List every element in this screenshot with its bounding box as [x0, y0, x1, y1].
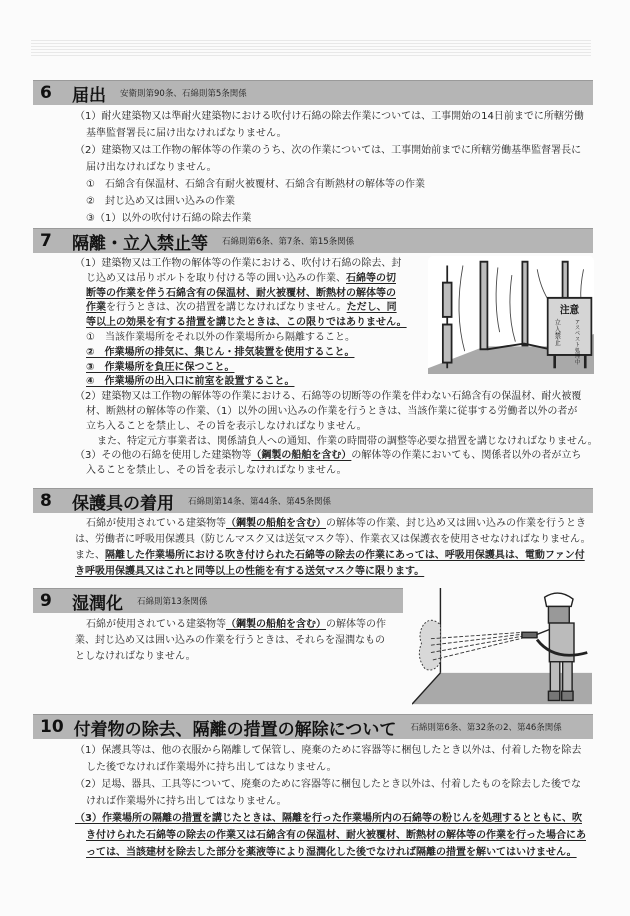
text-line: [86, 272, 396, 286]
wetting-worker-illustration: [412, 588, 592, 706]
text-segment: ③（1）以外の吹付け石綿の除去作業: [86, 213, 252, 224]
text-segment: また、特定元方事業者は、関係請負人への通知、作業の時間帯の調整等必要な措置を講じなければなりません。: [97, 435, 598, 447]
emphasized-text: 等以上の効果を有する措置を講じたときは、この限りではありません。: [86, 317, 407, 329]
section-title: 湿潤化: [72, 593, 123, 614]
text-segment: じ込め又は吊りボルトを取り付ける等の囲い込みの作業、: [86, 272, 346, 284]
section-title: 届出: [72, 85, 106, 106]
text-line: [86, 161, 217, 175]
sign-line: アスベスト処理中: [573, 318, 580, 365]
text-line: [86, 195, 235, 209]
section-number: 6: [40, 83, 52, 103]
text-line: [86, 517, 586, 531]
text-segment: ければ作業場外に持ち出してはなりません。: [86, 796, 287, 807]
text-line: [86, 405, 577, 419]
emphasized-text: （鋼製の船舶を含む）: [226, 518, 326, 529]
top-banner-decoration: [31, 38, 591, 58]
text-line: [86, 795, 287, 809]
emphasized-text: 石綿等の切: [346, 272, 396, 284]
text-line: [75, 634, 385, 648]
text-line: [86, 361, 234, 375]
text-segment: 石綿が使用されている建築物等: [86, 518, 226, 529]
section-title: 保護具の着用: [72, 493, 174, 514]
text-segment: （1）耐火建築物又は準耐火建築物における吹付け石綿の除去作業については、工事開始の14日前までに所轄労働: [75, 111, 584, 122]
text-line: [86, 178, 425, 192]
sign-title: 注意: [559, 304, 580, 317]
isolation-area-illustration: [428, 256, 594, 374]
text-line: [86, 287, 396, 301]
text-line: [75, 812, 582, 826]
section-reference: 石綿則第6条、第7条、第15条関係: [222, 237, 355, 247]
emphasized-text: 隔離した作業場所における吹き付けられた石綿等の除去の作業にあっては、呼吸用保護具は、電動ファン付: [105, 550, 585, 561]
emphasized-text: ④ 作業場所の出入口に前室を設置すること。: [86, 376, 295, 388]
text-segment: （1）保護具等は、他の衣服から隔離して保管し、廃棄のために容器等に梱包したとき以外は、付着した物を除去: [75, 745, 582, 756]
text-segment: 材、断熱材の解体等の作業、（1）以外の囲い込みの作業を行うときは、当該作業に従事する労働者以外の者が: [86, 406, 578, 417]
text-line: [75, 390, 581, 404]
section-reference: 安衛則第90条、石綿則第5条関係: [120, 89, 247, 99]
emphasized-text: ③ 作業場所を負圧に保つこと。: [86, 361, 235, 373]
text-line: [86, 846, 577, 860]
section-number: 8: [40, 491, 52, 511]
text-line: [86, 464, 347, 478]
section-number: 9: [40, 591, 52, 611]
text-segment: した後でなければ作業場外に持ち出してはなりません。: [86, 762, 337, 773]
text-line: [86, 212, 251, 226]
section-title: 隔離・立入禁止等: [72, 233, 208, 254]
emphasized-text: き付けられた石綿等の除去の作業又は石綿含有の保温材、耐火被覆材、断熱材の解体等の作業を行った場合にあ: [86, 830, 586, 841]
text-segment: ② 封じ込め又は囲い込みの作業: [86, 196, 235, 207]
emphasized-text: き呼吸用保護具又はこれと同等以上の性能を有する送気マスク等に限ります。: [75, 566, 425, 577]
text-line: [75, 549, 585, 563]
text-line: [75, 449, 581, 463]
text-line: [86, 420, 367, 434]
text-segment: 入ることを禁止し、その旨を表示しなければなりません。: [86, 465, 347, 477]
text-segment: ① 石綿含有保温材、石綿含有耐火被覆材、石綿含有断熱材の解体等の作業: [86, 179, 425, 190]
text-segment: 基準監督署長に届け出なければなりません。: [86, 128, 287, 139]
text-segment: は、労働者に呼吸用保護具（防じんマスク又は送気マスク等）、作業衣又は保護衣を使用させなければなりません。: [75, 534, 591, 545]
text-segment: 業、封じ込め又は囲い込みの作業を行うときは、それらを湿潤なもの: [75, 635, 385, 646]
text-segment: の解体等の作業、封じ込め又は囲い込みの作業を行うとき: [326, 518, 586, 529]
emphasized-text: ② 作業場所の排気に、集じん・排気装置を使用すること。: [86, 346, 355, 358]
text-line: [86, 829, 586, 843]
emphasized-text: 断等の作業を伴う石綿含有の保温材、耐火被覆材、断熱材の解体等の: [86, 287, 396, 299]
sign-line: 立入禁止: [553, 318, 562, 346]
section-title: 付着物の除去、隔離の措置の解除について: [73, 719, 397, 740]
text-segment: また、: [75, 550, 105, 561]
text-line: [86, 346, 354, 360]
text-line: [86, 331, 355, 345]
text-line: [86, 375, 294, 389]
emphasized-text: ただし、同: [346, 302, 397, 314]
text-segment: （2）建築物又は工作物の解体等の作業における、石綿等の切断等の作業を伴わない石綿含有の保温材、耐火被覆: [75, 391, 582, 403]
text-segment: を行うときは、次の措置を講じなければなりません。: [106, 302, 347, 314]
section-reference: 石綿則第13条関係: [137, 597, 208, 607]
emphasized-text: っては、当該建材を除去した部分を薬液等により湿潤化した後でなければ隔離の措置を解いてはいけません。: [86, 847, 577, 858]
text-line: [86, 316, 407, 330]
text-line: [97, 435, 598, 449]
section-header: [33, 80, 593, 105]
text-segment: 立ち入ることを禁止し、その旨を表示しなければなりません。: [86, 420, 367, 432]
text-line: [75, 257, 401, 271]
text-line: [86, 127, 287, 141]
text-line: [75, 744, 581, 758]
emphasized-text: （3）作業場所の隔離の措置を講じたときは、隔離を行った作業場所内の石綿等の粉じんを処理するとともに、吹: [75, 813, 582, 824]
text-line: [86, 301, 397, 315]
section-header: [33, 228, 593, 253]
text-line: [86, 761, 337, 775]
text-segment: （3）その他の石綿を使用した建築物等: [75, 450, 252, 462]
section-number: 10: [40, 717, 64, 737]
text-line: [75, 650, 196, 664]
section-header: [33, 588, 403, 613]
text-line: [75, 533, 591, 547]
section-reference: 石綿則第6条、第32条の2、第46条関係: [410, 723, 562, 733]
section-reference: 石綿則第14条、第44条、第45条関係: [188, 497, 331, 507]
text-segment: 届け出なければなりません。: [86, 162, 217, 173]
text-segment: （2）足場、器具、工具等について、廃棄のために容器等に梱包したとき以外は、付着したものを除去した後でな: [75, 779, 581, 790]
section-number: 7: [40, 231, 52, 251]
text-segment: の解体等の作業においても、関係者以外の者が立ち: [351, 450, 582, 462]
text-segment: （1）建築物又は工作物の解体等の作業における、吹付け石綿の除去、封: [75, 258, 402, 269]
emphasized-text: （鋼製の船舶を含む）: [251, 450, 352, 462]
text-line: [75, 144, 581, 158]
emphasized-text: 作業: [86, 302, 106, 314]
section-header: [33, 714, 593, 739]
text-segment: としなければなりません。: [75, 651, 196, 662]
text-line: [75, 110, 584, 124]
text-segment: ① 当該作業場所をそれ以外の作業場所から隔離すること。: [86, 332, 355, 343]
text-segment: （2）建築物又は工作物の解体等の作業のうち、次の作業については、工事開始前までに所轄労働基準監督署長に: [75, 145, 582, 156]
text-line: [75, 565, 424, 579]
text-segment: 石綿が使用されている建築物等: [86, 619, 226, 630]
emphasized-text: （鋼製の船舶を含む）: [226, 619, 326, 630]
section-header: [33, 488, 593, 513]
text-line: [86, 618, 386, 632]
text-segment: の解体等の作: [326, 619, 386, 630]
text-line: [75, 778, 581, 792]
